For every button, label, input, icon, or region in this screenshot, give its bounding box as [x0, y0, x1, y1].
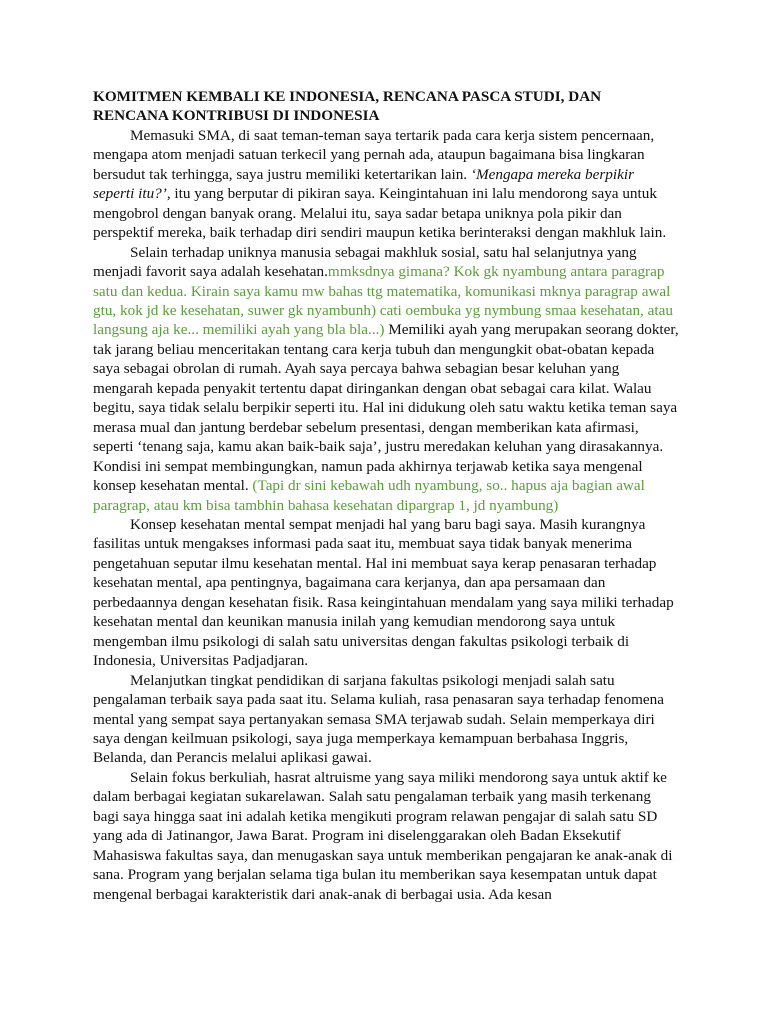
paragraph-5: Selain fokus berkuliah, hasrat altruisme yang saya miliki mendorong saya untuk aktif ke dalam berbagai kegiatan sukarelawan. Salah satu pengalaman terbaik yang masih terkenang bagi saya hingga saat ini adalah ketika mengikuti program relawan pengajar di salah satu SD yang ada di Jatinangor, Jawa Barat. Program ini diselenggarakan oleh Badan Eksekutif Mahasiswa fakultas saya, dan menugaskan saya untuk memberikan pengajaran ke anak-anak di sana. Program yang berjalan selama tiga bulan itu memberikan saya kesempatan untuk dapat mengenal berbagai karakteristik dari anak-anak di berbagai usia. Ada kesan: [93, 768, 673, 903]
paragraph-4: Melanjutkan tingkat pendidikan di sarjana fakultas psikologi menjadi salah satu pengalaman terbaik saya pada saat itu. Selama kuliah, rasa penasaran saya terhadap fenomena mental yang sempat saya pertanyakan semasa SMA terjawab sudah. Selain memperkaya diri saya dengan keilmuan psikologi, saya juga memperkaya kemampuan berbahasa Inggris, Belanda, dan Perancis melalui aplikasi gawai.: [93, 671, 664, 767]
reviewer-comment-1: mmksdnya gimana? Kok gk nyambung antara paragrap satu dan kedua. Kirain saya kamu mw bahas ttg matematika, komunikasi mknya paragrap awal gtu, kok jd ke kesehatan, suwer gk nyambunh) cati oembuka yg nymbung smaa kesehatan, atau langsung aja ke... memiliki ayah yang bla bla...): [93, 263, 673, 339]
paragraph-2: [93, 243, 679, 515]
paragraph-1-quote: ‘Mengapa mereka berpikir seperti itu?’: [93, 165, 634, 203]
paragraph-3: Konsep kesehatan mental sempat menjadi hal yang baru bagi saya. Masih kurangnya fasilitas untuk mengakses informasi pada saat itu, membuat saya tidak banyak menerima pengetahuan seputar ilmu kesehatan mental. Hal ini membuat saya kerap penasaran terhadap kesehatan mental, apa pentingnya, bagaimana cara kerjanya, dan apa persamaan dan perbedaannya dengan kesehatan fisik. Rasa keingintahuan mendalam yang saya miliki terhadap kesehatan mental dan keunikan manusia inilah yang kemudian mendorong saya untuk mengemban ilmu psikologi di salah satu universitas dengan fakultas psikologi terbaik di Indonesia, Universitas Padjadjaran.: [93, 515, 674, 670]
document-title: KOMITMEN KEMBALI KE INDONESIA, RENCANA PASCA STUDI, DAN RENCANA KONTRIBUSI DI INDONESIA: [93, 88, 602, 125]
reviewer-comment-2: (Tapi dr sini kebawah udh nyambung, so.. hapus aja bagian awal paragrap, atau km bisa tambhin bahasa kesehatan dipargrap 1, jd nyambung): [93, 477, 645, 514]
document-page: [93, 87, 679, 904]
paragraph-1-text-b: , itu yang berputar di pikiran saya. Keingintahuan ini lalu mendorong saya untuk mengobrol dengan banyak orang. Melalui itu, saya sadar betapa uniknya pola pikir dan perspektif mereka, baik terhadap diri sendiri maupun ketika berinteraksi dengan makhluk lain.: [93, 185, 667, 242]
paragraph-2-text-b: Memiliki ayah yang merupakan seorang dokter, tak jarang beliau menceritakan tentang cara kerja tubuh dan mengungkit obat-obatan kepada saya sebagai obrolan di rumah. Ayah saya percaya bahwa sebagian besar keluhan yang mengarah kepada penyakit tertentu dapat diringankan dengan obat sebagai cara kilat. Walau begitu, saya tidak selalu berpikir seperti itu. Hal ini didukung oleh satu waktu ketika teman saya merasa mual dan jantung berdebar sebelum presentasi, dengan memberikan kata afirmasi, seperti ‘tenang saja, kamu akan baik-baik saja’, justru meredakan keluhan yang dirasakannya. Kondisi ini sempat membingungkan, namun pada akhirnya terjawab ketika saya mengenal konsep kesehatan mental.: [93, 321, 679, 495]
paragraph-1-text-a: Memasuki SMA, di saat teman-teman saya tertarik pada cara kerja sistem pencernaan, mengapa atom menjadi satuan terkecil yang pernah ada, ataupun bagaimana bisa lingkaran bersudut tak terhingga, saya justru memiliki ketertarikan lain.: [93, 126, 655, 183]
paragraph-1: [93, 126, 679, 243]
paragraph-2-text-a: Selain terhadap uniknya manusia sebagai makhluk sosial, satu hal selanjutnya yang menjadi favorit saya adalah kesehatan.: [93, 243, 637, 281]
